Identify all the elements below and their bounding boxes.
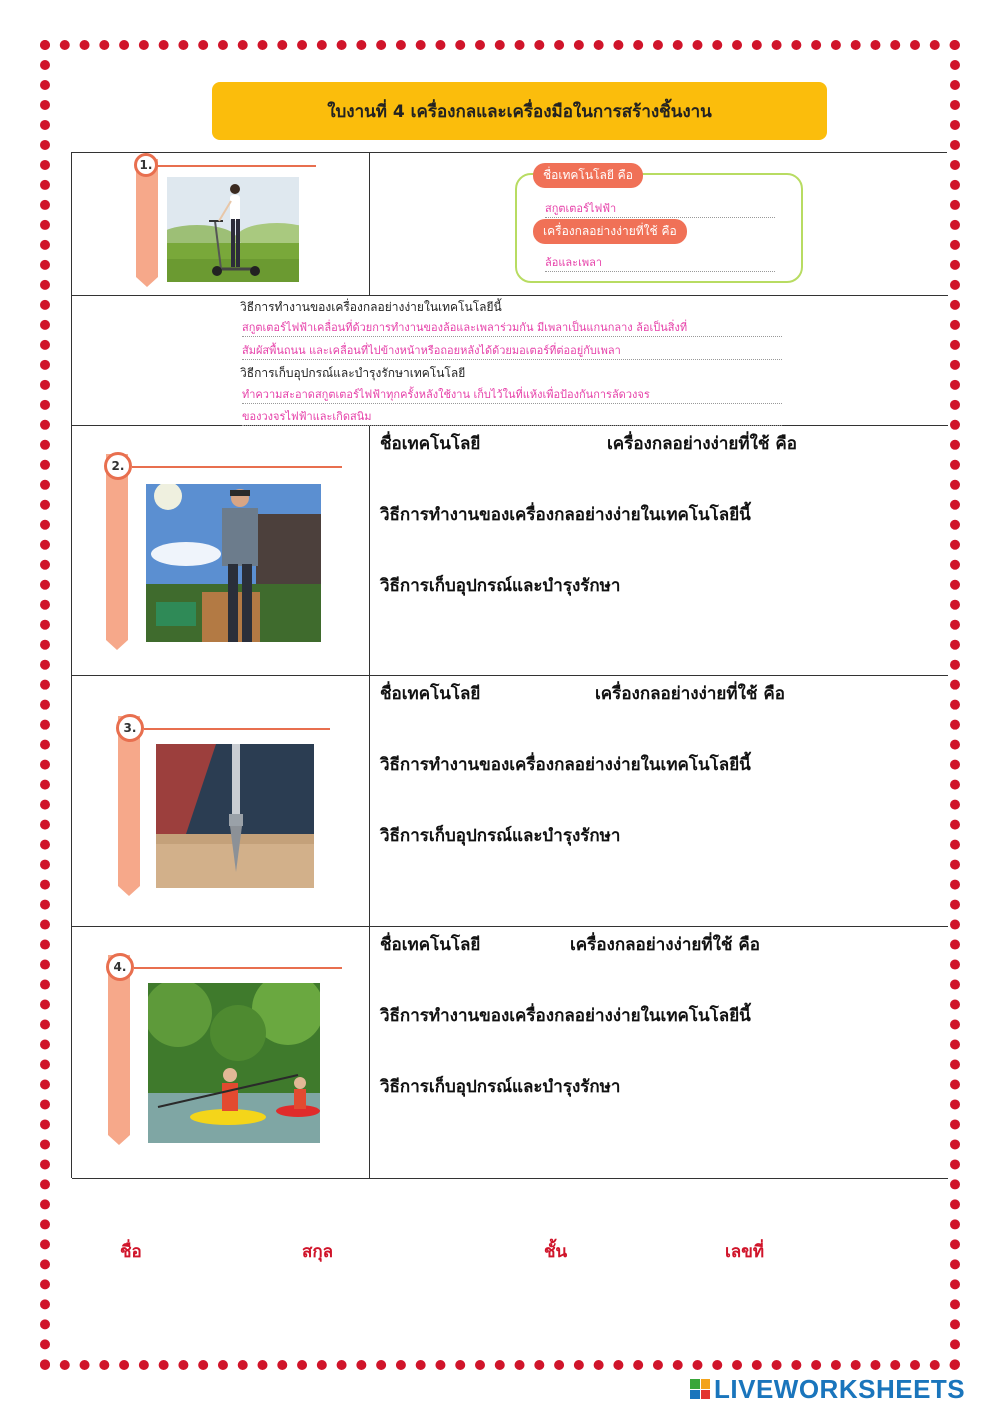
item-1-ribbon-line	[156, 165, 316, 167]
item-3-work-label: วิธีการทำงานของเครื่องกลอย่างง่ายในเทคโนโลยีนี้	[380, 755, 751, 775]
item-4-row	[72, 927, 948, 1179]
worksheet-title: ใบงานที่ 4 เครื่องกลและเครื่องมือในการสร้างชิ้นงาน	[212, 82, 827, 140]
item-2-tech-label: ชื่อเทคโนโลยี	[380, 434, 481, 454]
liveworksheets-icon	[690, 1379, 710, 1399]
item-1-work-line-1[interactable]: สกูตเตอร์ไฟฟ้าเคลื่อนที่ด้วยการทำงานของล้อและเพลาร่วมกัน มีเพลาเป็นแกนกลาง ล้อเป็นสิ่งที่	[242, 318, 782, 337]
item-4-ribbon-line	[134, 967, 342, 969]
item-2-ribbon-line	[132, 466, 342, 468]
item-4-machine-label: เครื่องกลอย่างง่ายที่ใช้ คือ	[570, 935, 760, 955]
item-4-number: 4.	[106, 953, 134, 981]
item-3-ribbon-line	[144, 728, 330, 730]
footer-surname-label: สกุล	[302, 1242, 334, 1262]
item-2-answer-cell	[370, 426, 948, 675]
item-3-tech-label: ชื่อเทคโนโลยี	[380, 684, 481, 704]
item-3-row	[72, 676, 948, 927]
item-1-work-label: วิธีการทำงานของเครื่องกลอย่างง่ายในเทคโนโลยีนี้	[240, 300, 502, 314]
item-4-ribbon	[108, 955, 130, 1135]
footer-name-label: ชื่อ	[120, 1242, 142, 1262]
item-1-care-label: วิธีการเก็บอุปกรณ์และบำรุงรักษาเทคโนโลยี	[240, 366, 466, 380]
item-3-machine-label: เครื่องกลอย่างง่ายที่ใช้ คือ	[595, 684, 785, 704]
item-1-tech-label: ชื่อเทคโนโลยี คือ	[533, 163, 643, 188]
item-2-row	[72, 426, 948, 676]
item-3-answer-cell	[370, 676, 948, 926]
liveworksheets-logo	[690, 1374, 965, 1404]
kayaking-photo	[148, 983, 320, 1143]
worksheet-table	[71, 152, 947, 1178]
screw-photo	[156, 744, 314, 888]
item-2-number: 2.	[104, 452, 132, 480]
item-3-care-label: วิธีการเก็บอุปกรณ์และบำรุงรักษา	[380, 826, 621, 846]
item-1-machine-answer[interactable]: ล้อและเพลา	[545, 253, 775, 272]
item-4-image-cell	[72, 927, 370, 1178]
wood-chopping-photo	[146, 484, 321, 642]
item-1-description-row	[72, 296, 948, 426]
footer-number-label: เลขที่	[725, 1242, 765, 1262]
item-1-care-line-1[interactable]: ทำความสะอาดสกูตเตอร์ไฟฟ้าทุกครั้งหลังใช้งาน เก็บไว้ในที่แห้งเพื่อป้องกันการลัดวงจร	[242, 385, 782, 404]
item-2-machine-label: เครื่องกลอย่างง่ายที่ใช้ คือ	[607, 434, 797, 454]
item-4-work-label: วิธีการทำงานของเครื่องกลอย่างง่ายในเทคโนโลยีนี้	[380, 1006, 751, 1026]
item-1-machine-label: เครื่องกลอย่างง่ายที่ใช้ คือ	[533, 219, 687, 244]
item-3-image-cell	[72, 676, 370, 926]
item-2-ribbon	[106, 454, 128, 640]
item-1-work-line-2[interactable]: สัมผัสพื้นถนน และเคลื่อนที่ไปข้างหน้าหรือถอยหลังได้ด้วยมอเตอร์ที่ต่ออยู่กับเพลา	[242, 341, 782, 360]
item-2-care-label: วิธีการเก็บอุปกรณ์และบำรุงรักษา	[380, 576, 621, 596]
item-1-image-cell	[72, 153, 370, 295]
item-1-answer-box	[515, 168, 803, 283]
item-2-image-cell	[72, 426, 370, 675]
item-4-tech-label: ชื่อเทคโนโลยี	[380, 935, 481, 955]
item-4-answer-cell	[370, 927, 948, 1178]
scooter-photo	[167, 177, 299, 282]
item-1-header-row	[72, 153, 948, 296]
item-1-tech-answer[interactable]: สกูตเตอร์ไฟฟ้า	[545, 199, 775, 218]
item-4-care-label: วิธีการเก็บอุปกรณ์และบำรุงรักษา	[380, 1077, 621, 1097]
item-1-answer-cell	[370, 153, 948, 295]
item-2-work-label: วิธีการทำงานของเครื่องกลอย่างง่ายในเทคโนโลยีนี้	[380, 505, 751, 525]
footer-class-label: ชั้น	[544, 1242, 568, 1262]
item-1-number: 1.	[134, 153, 158, 177]
item-3-number: 3.	[116, 714, 144, 742]
liveworksheets-wordmark: LIVEWORKSHEETS	[714, 1373, 966, 1404]
item-1-care-line-2[interactable]: ของวงจรไฟฟ้าและเกิดสนิม	[242, 407, 782, 426]
